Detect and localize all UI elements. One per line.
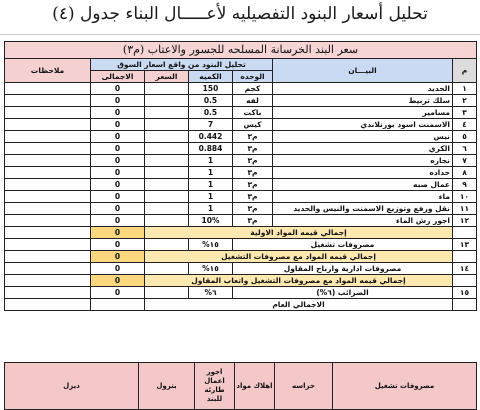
summary-value: 0 (91, 227, 145, 239)
col-diesel: ديزل (5, 363, 139, 410)
summary-label: إجمالي قيمه المواد الاولية (145, 227, 453, 239)
header-price: السعر (145, 71, 189, 83)
header-total: الاجمالى (91, 71, 145, 83)
price-analysis-table (4, 41, 477, 311)
summary-value: 0 (91, 287, 145, 299)
summary-row (5, 227, 477, 239)
col-operating-expenses: مصروفات تشغيل (333, 363, 477, 410)
summary-row (5, 251, 477, 263)
table-row: ٢ سلك تربيط لفه 0.5 0 (5, 95, 477, 107)
section-banner: سعر البند الخرسانة المسلحه للجسور والاعتاب (م٣) (5, 42, 477, 59)
table-row: ٧ نجاره م٣ 1 0 (5, 155, 477, 167)
header-statement: البيـــان (273, 59, 453, 83)
summary-label: الضرائب (٦%) (233, 287, 453, 299)
table-row: ٦ الكري م٣ 0.884 0 (5, 143, 477, 155)
summary-label: إجمالي قيمه المواد مع مصروفات التشغيل (145, 251, 453, 263)
table-row: ٣ مسامير باكت 0.5 0 (5, 107, 477, 119)
table-row: ١٢ اجور رش الماء م٣ 10% 0 (5, 215, 477, 227)
grand-total-value (91, 299, 145, 311)
header-qty: الكميه (189, 71, 233, 83)
summary-row (5, 299, 477, 311)
table-row: ٤ الاسمنت اسود بورتلاندي كيس 7 0 (5, 119, 477, 131)
summary-value: 0 (91, 263, 145, 275)
header-unit: الوحده (233, 71, 273, 83)
grand-total-label: الاجمالي العام (145, 299, 453, 311)
summary-row (5, 275, 477, 287)
summary-value: 0 (91, 239, 145, 251)
table-row: ٩ عمال صبه م٣ 1 0 (5, 179, 477, 191)
page-title: تحليل أسعار البنود التفصيليه لأعـــــال البناء جدول (٤) (52, 4, 428, 24)
summary-row: ١٣ مصروفات تشغيل ١٥% 0 (5, 239, 477, 251)
title-divider (0, 34, 480, 35)
summary-label: إجمالي قيمه المواد مع مصروفات التشغيل واتعاب المقاول (145, 275, 453, 287)
header-analysis: تحليل البنود من واقع اسعار السوق (91, 59, 273, 71)
summary-label: مصروفات ادارية وارباح المقاول (233, 263, 453, 275)
col-emergency-wages: اجور اعمال طارئه للبند (195, 363, 235, 410)
summary-value: 0 (91, 275, 145, 287)
table-row: ٥ نيس م٣ 0.442 0 (5, 131, 477, 143)
table-row: ١١ نقل ورفع وتوزيع الاسمنت والنيس والحديد م٣ 1 0 (5, 203, 477, 215)
table-row: ٨ حداده م٣ 1 0 (5, 167, 477, 179)
header-notes: ملاحظات (5, 59, 91, 83)
col-depreciation: اهلاك مواد (235, 363, 275, 410)
header-num: م (453, 59, 477, 83)
col-petrol: بترول (139, 363, 195, 410)
summary-row: ١٥ الضرائب (٦%) ٦% 0 (5, 287, 477, 299)
table-row: ١٠ ماء م٣ 1 0 (5, 191, 477, 203)
summary-row: ١٤ مصروفات ادارية وارباح المقاول ١٥% 0 (5, 263, 477, 275)
summary-value: 0 (91, 251, 145, 263)
expenses-header-table (4, 362, 477, 410)
summary-label: مصروفات تشغيل (233, 239, 453, 251)
title-area (0, 0, 480, 36)
col-guard: حراسه (275, 363, 333, 410)
table-row: ١ الحديد كجم 150 0 (5, 83, 477, 95)
